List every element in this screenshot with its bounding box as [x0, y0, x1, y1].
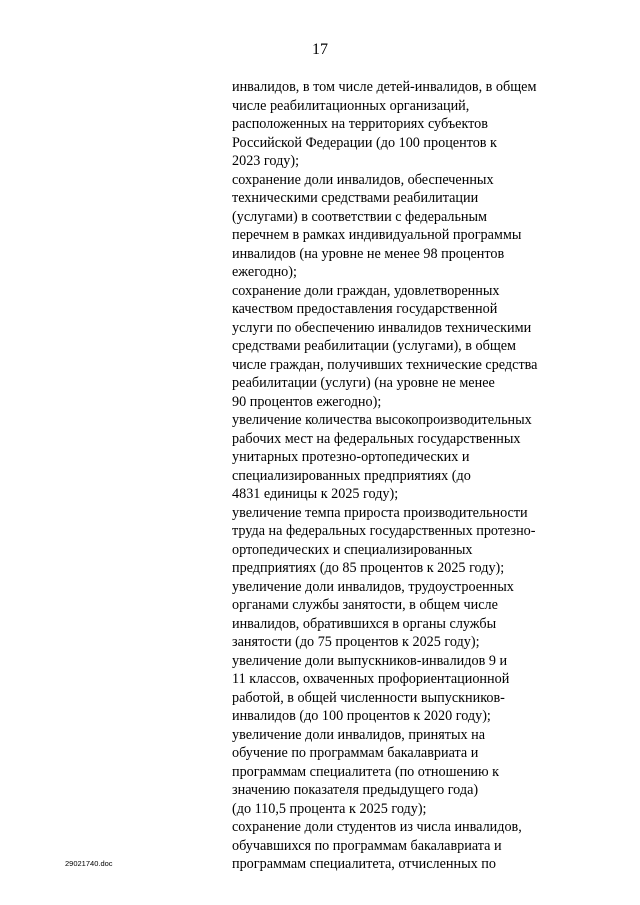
text-line: 2023 году);: [232, 153, 300, 169]
text-line: ортопедических и специализированных: [232, 541, 473, 558]
text-line: средствами реабилитации (услугами), в общем: [232, 338, 517, 354]
text-line: инвалидов, обратившихся в органы службы: [232, 615, 497, 632]
text-line: увеличение темпа прироста производительности: [232, 504, 528, 521]
text-line: (услугами) в соответствии с федеральным: [232, 208, 488, 225]
text-line: увеличение доли инвалидов, трудоустроенных: [232, 578, 514, 595]
text-line: сохранение доли граждан, удовлетворенных: [232, 282, 500, 299]
text-line: сохранение доли инвалидов, обеспеченных: [232, 171, 494, 188]
text-line: увеличение доли выпускников-инвалидов 9 и: [232, 652, 508, 669]
text-line: ежегодно);: [232, 264, 297, 280]
text-line: рабочих мест на федеральных государственных: [232, 430, 521, 447]
text-line: перечнем в рамках индивидуальной программы: [232, 227, 522, 243]
text-line: инвалидов (на уровне не менее 98 процентов: [232, 245, 505, 262]
text-line: числе реабилитационных организаций,: [232, 97, 470, 114]
text-line: числе граждан, получивших технические средства: [232, 356, 538, 373]
text-line: специализированных предприятиях (до: [232, 467, 471, 484]
document-body-text: [232, 78, 572, 874]
text-line: 11 классов, охваченных профориентационной: [232, 671, 510, 687]
text-line: сохранение доли студентов из числа инвалидов,: [232, 819, 522, 835]
text-line: инвалидов (до 100 процентов к 2020 году);: [232, 708, 491, 724]
text-line: качеством предоставления государственной: [232, 301, 498, 317]
text-line: программам специалитета, отчисленных по: [232, 856, 496, 872]
page-number: 17: [312, 41, 328, 58]
text-line: программам специалитета (по отношению к: [232, 763, 500, 780]
footer-filename: 29021740.doc: [65, 859, 113, 868]
text-line: обучавшихся по программам бакалавриата и: [232, 837, 502, 854]
text-line: предприятиях (до 85 процентов к 2025 году);: [232, 560, 505, 576]
text-line: увеличение доли инвалидов, принятых на: [232, 726, 486, 743]
text-line: 90 процентов ежегодно);: [232, 393, 382, 410]
text-line: значению показателя предыдущего года): [232, 782, 479, 798]
text-line: работой, в общей численности выпускников-: [232, 689, 505, 706]
text-line: расположенных на территориях субъектов: [232, 116, 488, 132]
text-line: обучение по программам бакалавриата и: [232, 745, 479, 761]
text-line: труда на федеральных государственных протезно-: [232, 523, 536, 539]
text-line: техническими средствами реабилитации: [232, 190, 479, 206]
text-line: реабилитации (услуги) (на уровне не менее: [232, 375, 495, 391]
text-line: (до 110,5 процента к 2025 году);: [232, 800, 427, 817]
text-line: услуги по обеспечению инвалидов техническими: [232, 319, 532, 336]
text-line: инвалидов, в том числе детей-инвалидов, в общем: [232, 79, 537, 95]
text-line: Российской Федерации (до 100 процентов к: [232, 134, 497, 151]
text-line: унитарных протезно-ортопедических и: [232, 449, 470, 465]
text-line: 4831 единицы к 2025 году);: [232, 486, 399, 502]
text-line: увеличение количества высокопроизводительных: [232, 412, 532, 428]
text-line: органами службы занятости, в общем числе: [232, 597, 498, 613]
text-line: занятости (до 75 процентов к 2025 году);: [232, 634, 480, 650]
